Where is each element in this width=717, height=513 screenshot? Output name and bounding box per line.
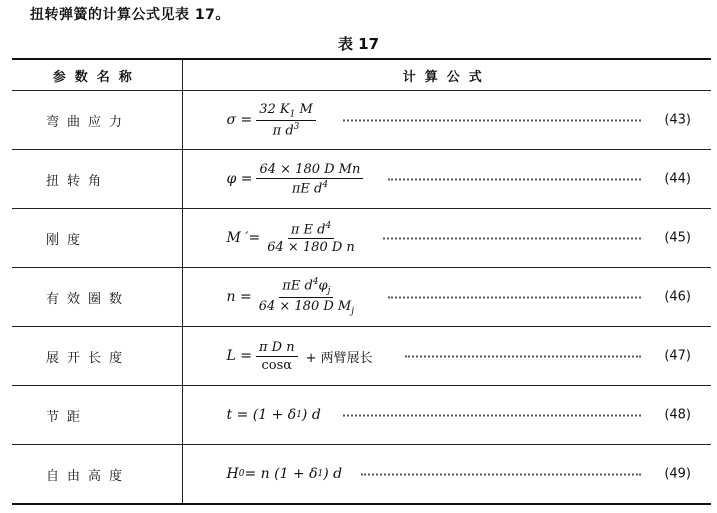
formula-fraction: $\frac{\pi E d^4\varphi_j}{64 \times 180 D M_j}$ — [258, 277, 355, 317]
formula-fraction: $\frac{32 K_1 M}{\pi d^3}$ — [256, 102, 316, 139]
formula-cell — [182, 327, 711, 386]
formula-lhs: M ′= — [226, 229, 261, 246]
formula-cell — [182, 209, 711, 268]
leader-dots — [343, 414, 642, 417]
param-name-cell: 自由高度 — [12, 445, 182, 505]
formula-header: 计算公式 — [182, 59, 711, 91]
leader-dots — [361, 473, 642, 476]
leader-dots — [405, 355, 642, 358]
formula-lhs: φ = — [226, 170, 253, 187]
table-row — [12, 91, 711, 150]
table-caption: 表 17 — [337, 35, 380, 53]
equation-number: (48) — [664, 407, 691, 423]
formula-expression: H 0 = n (1 + δ 1 ) d — [226, 466, 343, 482]
intro-text: 扭转弹簧的计算公式见表 17。 — [30, 7, 230, 23]
param-name-cell: 弯曲应力 — [12, 91, 182, 150]
formula-fraction: $\frac{\text{64 × 180 D Mn}}{\pi E d^4}$ — [256, 162, 363, 196]
table-row — [12, 386, 711, 445]
param-name-cell: 展开长度 — [12, 327, 182, 386]
equation-number: (44) — [664, 171, 691, 187]
table-row — [12, 327, 711, 386]
equation-number: (45) — [664, 230, 691, 246]
formula-lhs: L = — [226, 348, 252, 364]
formula-fraction: $\frac{\pi E d^4}{\text{64 × 180 D n}}$ — [267, 220, 355, 256]
leader-dots — [343, 119, 642, 122]
formula-tail: + 两臂展长 — [305, 350, 373, 366]
param-name-cell: 有效圈数 — [12, 268, 182, 327]
equation-number: (47) — [664, 348, 691, 364]
formula-fraction: $\frac{\text{π D n}}{\cos\alpha}$ — [256, 340, 298, 373]
param-name-cell: 节距 — [12, 386, 182, 445]
param-name-cell: 刚度 — [12, 209, 182, 268]
equation-number: (49) — [664, 466, 691, 482]
formula-table — [12, 58, 711, 505]
param-name-header: 参数名称 — [12, 59, 182, 91]
formula-cell — [182, 268, 711, 327]
table-header-row — [12, 59, 711, 91]
formula-expression: t = (1 + δ 1 ) d — [226, 407, 321, 423]
leader-dots — [383, 237, 642, 240]
table-row — [12, 268, 711, 327]
equation-number: (46) — [664, 289, 691, 305]
formula-cell — [182, 386, 711, 445]
param-name-cell: 扭转角 — [12, 150, 182, 209]
formula-lhs: n = — [226, 288, 252, 305]
leader-dots — [388, 178, 642, 181]
formula-cell — [182, 445, 711, 505]
formula-cell — [182, 91, 711, 150]
table-row — [12, 150, 711, 209]
table-row — [12, 445, 711, 505]
formula-lhs: σ = — [226, 111, 253, 128]
table-row — [12, 209, 711, 268]
formula-cell — [182, 150, 711, 209]
equation-number: (43) — [664, 112, 691, 128]
leader-dots — [388, 296, 642, 299]
